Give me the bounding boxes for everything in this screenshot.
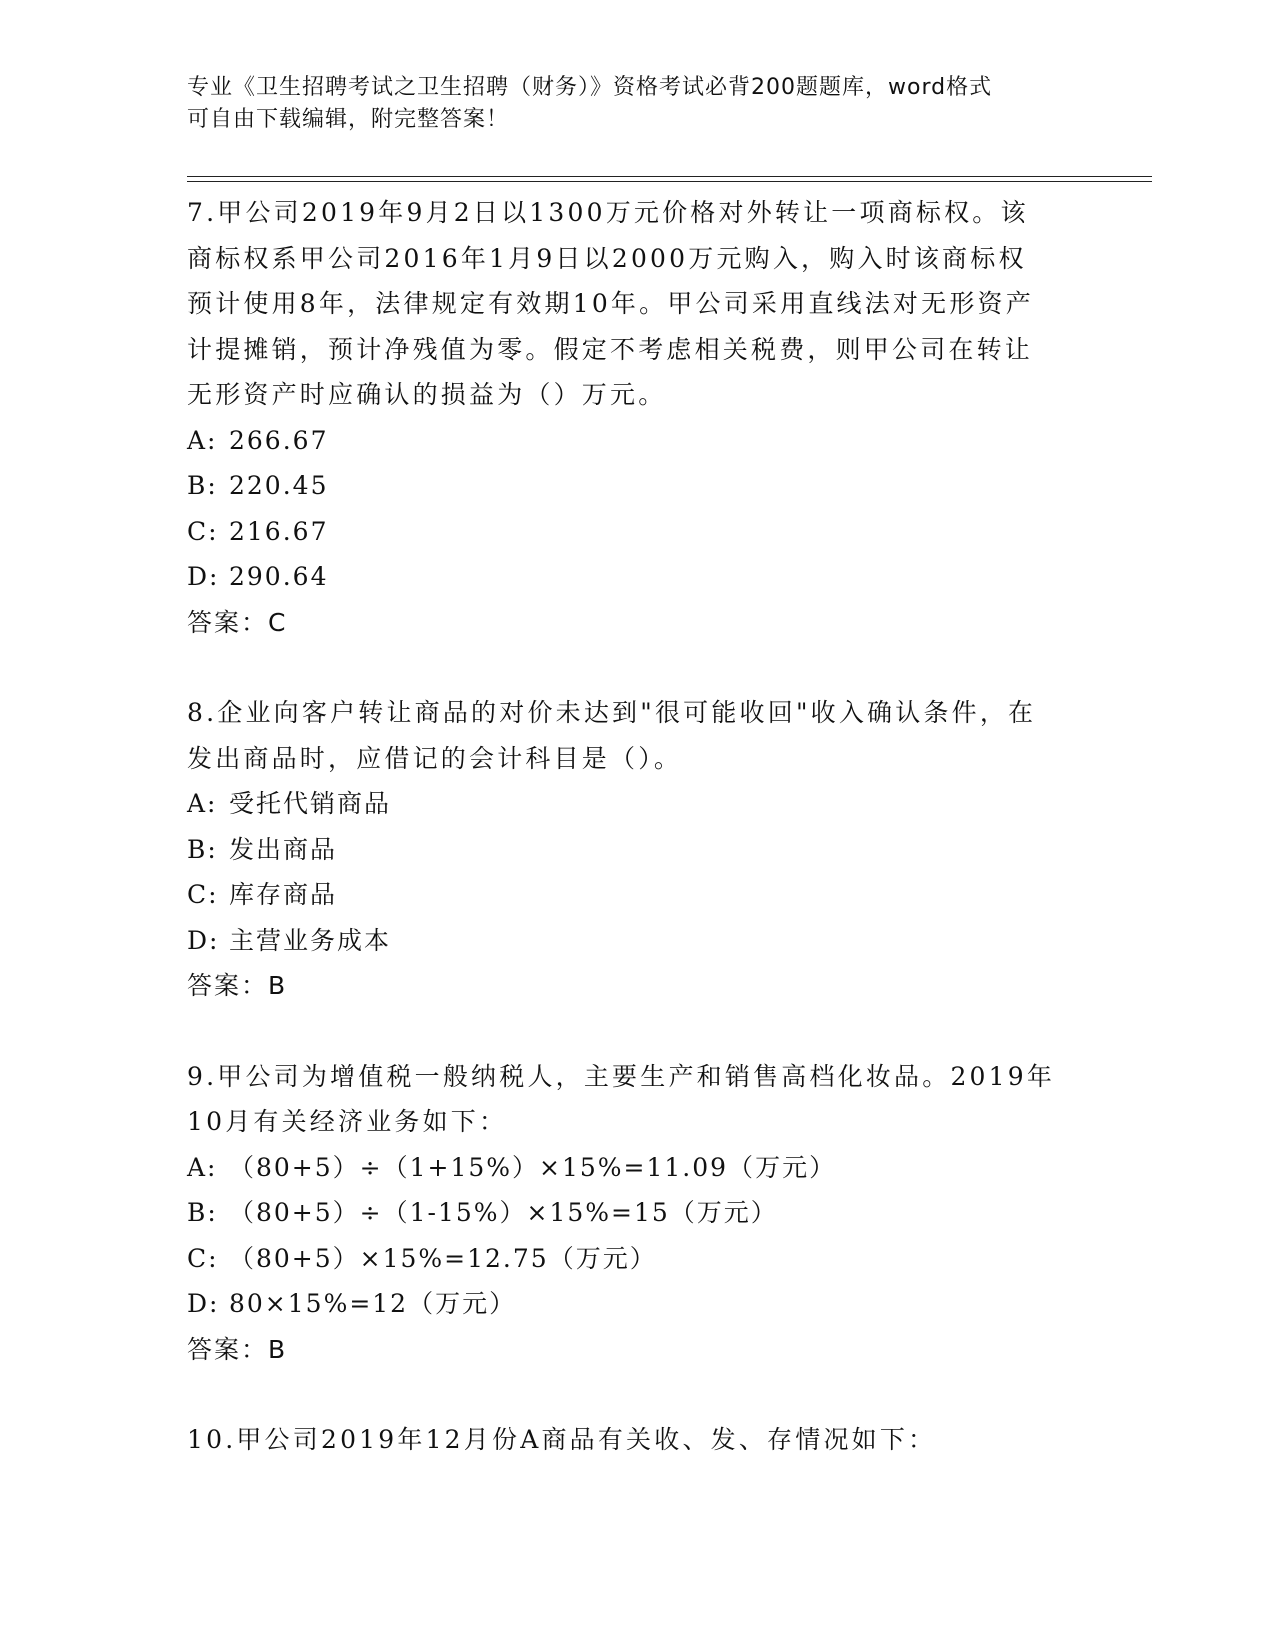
option-text: 主营业务成本	[229, 925, 392, 955]
option-text: 库存商品	[229, 880, 338, 909]
header-divider	[187, 176, 1152, 177]
header-line-1: 专业《卫生招聘考试之卫生招聘（财务）》资格考试必背200题题库，word格式	[187, 75, 993, 100]
option-letter: D:	[187, 925, 220, 955]
option-text: （80+5）÷（1+15%）×15%=11.09（万元）	[229, 1152, 837, 1182]
spacer	[187, 1372, 1077, 1417]
option-c	[187, 1236, 1077, 1282]
option-text: 216.67	[229, 516, 329, 546]
option-letter: A:	[187, 789, 218, 818]
option-letter: C:	[187, 880, 219, 909]
question-stem-line: 计提摊销，预计净残值为零。假定不考虑相关税费，则甲公司在转让	[187, 334, 1034, 364]
question-stem-line: 预计使用8年，法律规定有效期10年。甲公司采用直线法对无形资产	[187, 289, 1034, 318]
question-stem-line: 10.甲公司2019年12月份A商品有关收、发、存情况如下：	[187, 1425, 937, 1454]
option-d	[187, 918, 1077, 964]
answer-line: 答案：C	[187, 607, 288, 637]
answer-line: 答案：B	[187, 971, 288, 1000]
question-stem-line: 9.甲公司为增值税一般纳税人，主要生产和销售高档化妆品。2019年	[187, 1061, 1056, 1091]
option-letter: B:	[187, 471, 218, 500]
option-text: （80+5）×15%=12.75（万元）	[229, 1243, 657, 1273]
header-line-2: 可自由下载编辑，附完整答案！	[187, 107, 510, 132]
option-c	[187, 872, 1077, 918]
option-a	[187, 781, 1077, 827]
option-text: 80×15%=12（万元）	[229, 1289, 517, 1318]
option-d	[187, 554, 1077, 600]
option-letter: C:	[187, 516, 219, 546]
option-b	[187, 463, 1077, 509]
question-stem-line: 10月有关经济业务如下：	[187, 1107, 508, 1136]
option-text: 290.64	[229, 562, 329, 591]
question-7	[187, 190, 1077, 645]
option-letter: B:	[187, 834, 218, 864]
question-stem-line: 发出商品时，应借记的会计科目是（）。	[187, 743, 683, 773]
question-stem-line: 商标权系甲公司2016年1月9日以2000万元购入，购入时该商标权	[187, 243, 1027, 273]
option-letter: A:	[187, 1152, 218, 1182]
question-stem-line: 无形资产时应确认的损益为（）万元。	[187, 380, 667, 409]
question-9	[187, 1054, 1077, 1373]
option-letter: B:	[187, 1198, 218, 1227]
option-b	[187, 1190, 1077, 1236]
document-header	[187, 72, 1067, 136]
option-d	[187, 1281, 1077, 1327]
option-letter: D:	[187, 562, 220, 591]
option-b	[187, 827, 1077, 873]
spacer	[187, 1009, 1077, 1054]
option-letter: A:	[187, 425, 218, 455]
option-text: 266.67	[229, 425, 329, 455]
option-a	[187, 1145, 1077, 1191]
question-10	[187, 1417, 1077, 1463]
question-list	[187, 190, 1077, 1463]
option-letter: D:	[187, 1289, 220, 1318]
question-stem-line: 8.企业向客户转让商品的对价未达到"很可能收回"收入确认条件，在	[187, 698, 1037, 727]
option-a	[187, 418, 1077, 464]
option-text: （80+5）÷（1-15%）×15%=15（万元）	[229, 1198, 778, 1227]
question-8	[187, 690, 1077, 1009]
option-c	[187, 509, 1077, 555]
option-text: 受托代销商品	[229, 789, 392, 818]
option-text: 220.45	[229, 471, 329, 500]
header-divider-second	[187, 181, 1152, 182]
option-letter: C:	[187, 1243, 219, 1273]
question-stem-line: 7.甲公司2019年9月2日以1300万元价格对外转让一项商标权。该	[187, 198, 1029, 227]
option-text: 发出商品	[229, 834, 338, 864]
answer-line: 答案：B	[187, 1334, 288, 1364]
spacer	[187, 645, 1077, 690]
